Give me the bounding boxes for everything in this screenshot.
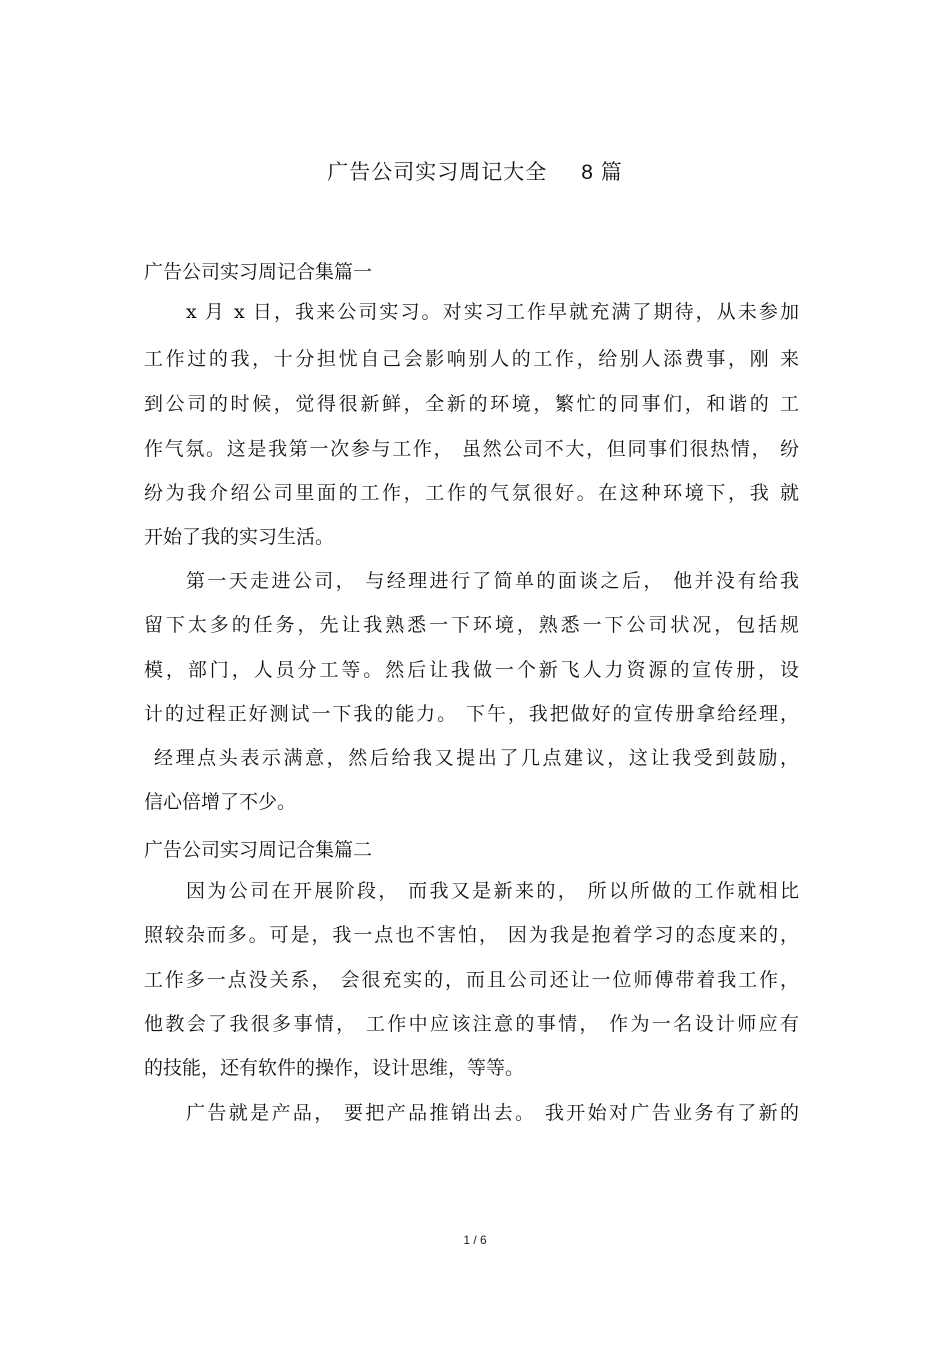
paragraph-line: 信心倍增了不少。: [144, 791, 297, 813]
paragraph-line: 模，部门，人员分工等。然后让我做一个新飞人力资源的宣传册，设: [144, 659, 799, 681]
title-count: 8 篇: [581, 161, 623, 184]
document-title: [0, 156, 950, 186]
paragraph-line: 工作过的我，十分担忧自己会影响别人的工作，给别人添费事，刚 来: [144, 348, 799, 370]
paragraph-line: 广告就是产品， 要把产品推销出去。 我开始对广告业务有了新的: [186, 1102, 799, 1124]
paragraph-line: 经理点头表示满意，然后给我又提出了几点建议，这让我受到鼓励，: [154, 747, 799, 769]
paragraph-line: 第一天走进公司， 与经理进行了简单的面谈之后， 他并没有给我: [186, 570, 799, 592]
title-text: 广告公司实习周记大全: [327, 160, 548, 184]
paragraph-line: x 月 x 日，我来公司实习。对实习工作早就充满了期待，从未参加: [186, 301, 799, 323]
paragraph-line: 因为公司在开展阶段， 而我又是新来的， 所以所做的工作就相比: [186, 880, 799, 902]
paragraph-line: 纷为我介绍公司里面的工作，工作的气氛很好。在这种环境下，我 就: [144, 482, 799, 504]
page-number: 1 / 6: [463, 1233, 487, 1247]
paragraph-line: 留下太多的任务，先让我熟悉一下环境，熟悉一下公司状况，包括规: [144, 614, 799, 636]
paragraph-line: 工作多一点没关系， 会很充实的，而且公司还让一位师傅带着我工作，: [144, 969, 799, 991]
paragraph-line: 开始了我的实习生活。: [144, 526, 335, 548]
paragraph-line: 照较杂而多。可是，我一点也不害怕， 因为我是抱着学习的态度来的，: [144, 924, 799, 946]
paragraph-line: 计的过程正好测试一下我的能力。 下午，我把做好的宣传册拿给经理，: [144, 703, 799, 725]
paragraph-line: 他教会了我很多事情， 工作中应该注意的事情， 作为一名设计师应有: [144, 1013, 799, 1035]
paragraph-line: 的技能，还有软件的操作，设计思维，等等。: [144, 1057, 525, 1079]
paragraph-line: 到公司的时候，觉得很新鲜，全新的环境，繁忙的同事们，和谐的 工: [144, 393, 799, 415]
section-heading: 广告公司实习周记合集篇一: [144, 261, 373, 283]
paragraph-line: 作气氛。这是我第一次参与工作， 虽然公司不大，但同事们很热情， 纷: [144, 438, 799, 460]
section-heading: 广告公司实习周记合集篇二: [144, 839, 373, 861]
